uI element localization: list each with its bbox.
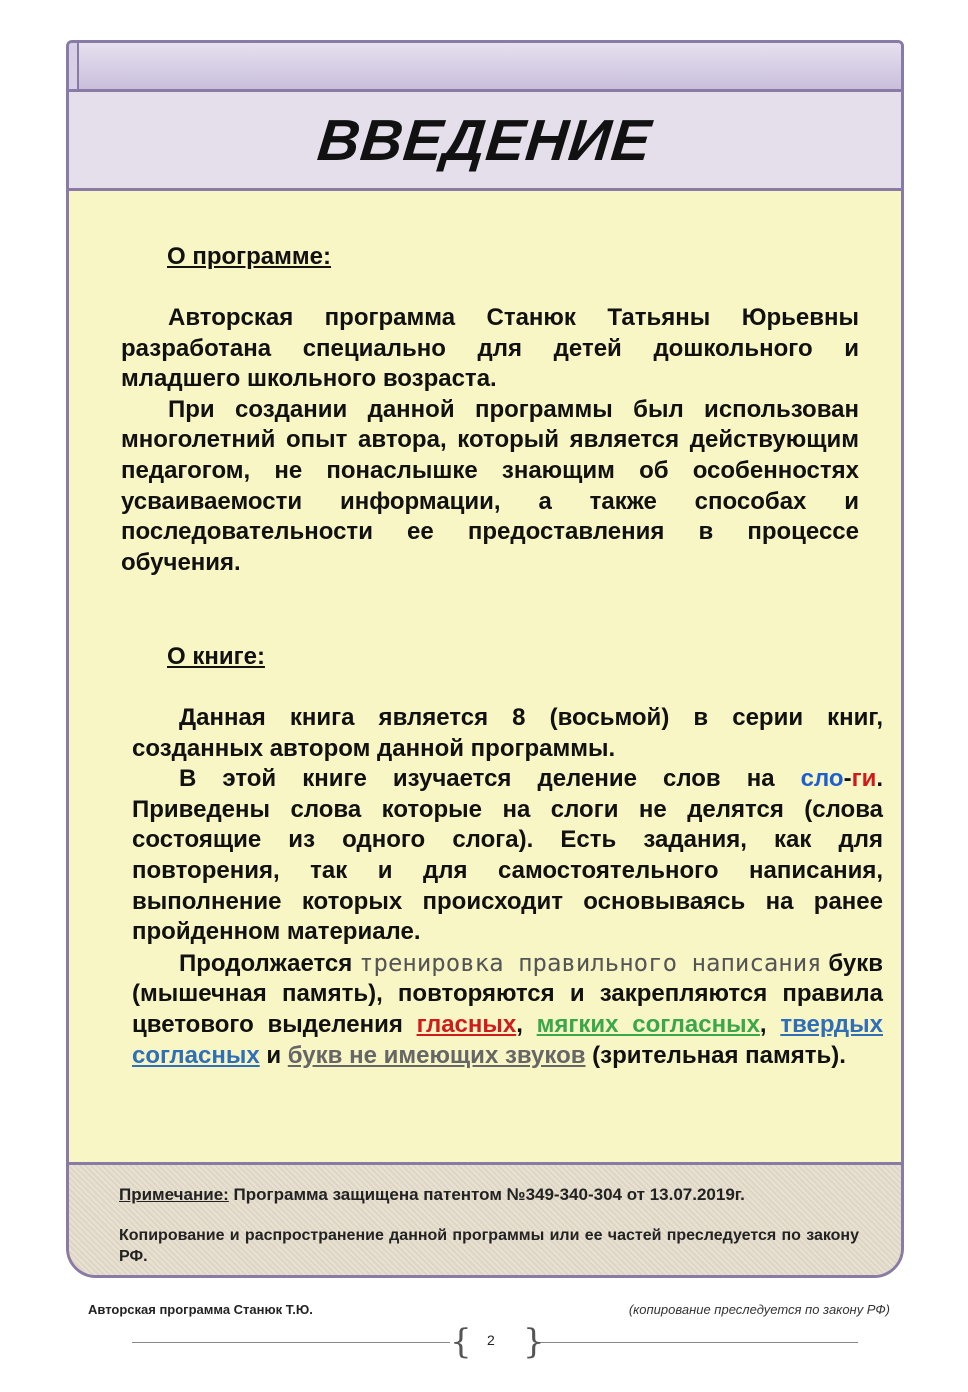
handwriting-phrase: тренировка правильного написания	[359, 948, 822, 977]
book-paragraph-3-mid: букв (мышечная память), повторяются и закрепляются правила цветового выделения	[132, 949, 883, 1038]
copy-note: Копирование и распространение данной программы или ее частей преследуется по закону РФ.	[119, 1227, 859, 1265]
footer-line-left	[132, 1342, 450, 1343]
note-band	[69, 1162, 901, 1275]
program-paragraph-1: Авторская программа Станюк Татьяны Юрьевны разработана специально для детей дошкольного и младшего школьного возраста.	[121, 304, 859, 393]
syllable-dash: -	[843, 765, 852, 793]
scroll-curl	[67, 43, 79, 89]
book-paragraph-3	[132, 948, 883, 1071]
soft-consonants-term: мягких согласных	[536, 1010, 760, 1038]
book-paragraph-3-end: (зрительная память).	[585, 1041, 846, 1069]
book-paragraph-1: Данная книга является 8 (восьмой) в серии книг, созданных автором данной программы.	[132, 704, 883, 762]
scroll-roll	[69, 43, 901, 92]
section-heading-program: О программе:	[167, 243, 332, 270]
patent-note	[119, 1185, 859, 1205]
page-title: ВВЕДЕНИЕ	[314, 107, 656, 173]
brace-right-icon: }	[523, 1322, 545, 1362]
section-heading-book: О книге:	[167, 643, 265, 670]
book-paragraph-2-start: В этой книге изучается деление слов на	[179, 765, 801, 793]
silent-letters-term: букв не имеющих звуков	[287, 1041, 586, 1069]
vowels-term: гласных	[416, 1010, 517, 1038]
page-frame	[66, 40, 904, 1278]
syllable-1: сло	[800, 765, 844, 793]
book-text	[132, 703, 883, 1071]
book-paragraph-2-end: . Приведены слова которые на слоги не делятся (слова состоящие из одного слога). Есть задания, как для повторения, так и для самостоятельного написания, выполнение которых происходит основываясь на ранее пройденном материале.	[132, 765, 883, 946]
book-paragraph-2	[132, 764, 883, 948]
comma-1: ,	[516, 1010, 537, 1038]
book-paragraph-3-start: Продолжается	[179, 949, 360, 977]
title-band	[69, 92, 901, 191]
syllable-2: ги	[851, 765, 877, 793]
note-text: Программа защищена патентом №349-340-304 от 13.07.2019г.	[228, 1185, 745, 1204]
content-area	[69, 191, 901, 1165]
program-text	[121, 303, 859, 578]
and-word: и	[259, 1041, 288, 1069]
footer-copyright: (копирование преследуется по закону РФ)	[628, 1302, 890, 1317]
hard-consonants-term: твердых согласных	[132, 1010, 883, 1069]
program-paragraph-2: При создании данной программы был использован многолетний опыт автора, который является действующим педагогом, не понаслышке знающим об особенностях усваиваемости информации, а также способах и последовательности ее предоставления в процессе обучения.	[121, 395, 859, 576]
page-number: 2	[487, 1332, 495, 1348]
footer-line-right	[540, 1342, 858, 1343]
comma-2: ,	[759, 1010, 781, 1038]
footer-author: Авторская программа Станюк Т.Ю.	[88, 1302, 313, 1317]
note-label: Примечание:	[119, 1185, 229, 1204]
brace-left-icon: {	[450, 1322, 472, 1362]
